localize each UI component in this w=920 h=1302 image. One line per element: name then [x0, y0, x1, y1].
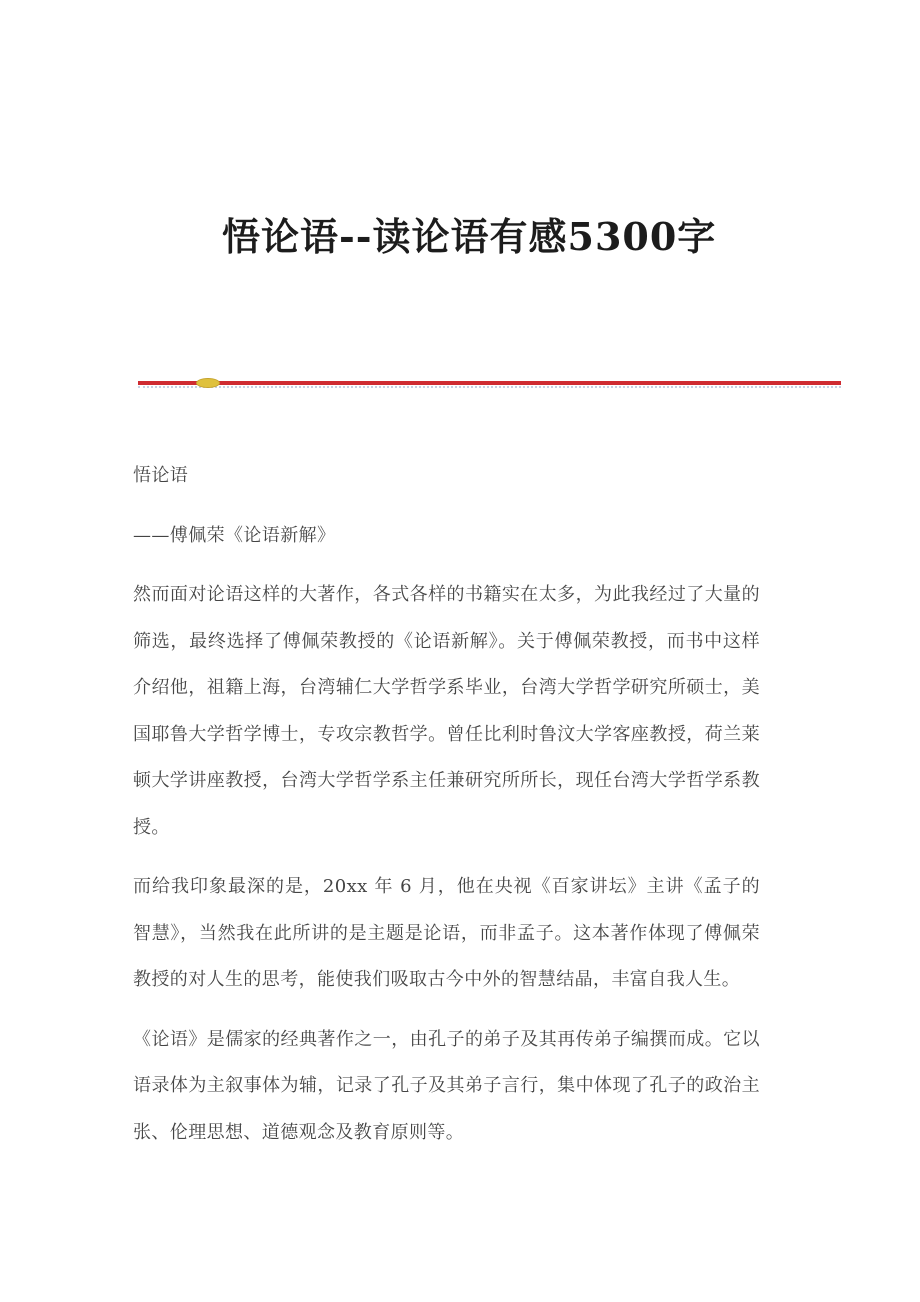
body-paragraph: ——傅佩荣《论语新解》	[133, 524, 336, 546]
title-divider	[138, 381, 841, 390]
document-body	[133, 453, 760, 1156]
divider-red-bar	[138, 381, 841, 385]
body-paragraph: 而给我印象最深的是，20xx 年 6 月，他在央视《百家讲坛》主讲《孟子的智慧》，当然我在此所讲的是主题是论语，而非孟子。这本著作体现了傅佩荣教授的对人生的思考，能使我们吸取古今中外的智慧结晶，丰富自我人生。	[133, 876, 760, 990]
body-paragraph: 悟论语	[133, 465, 189, 486]
gold-ellipse-ornament	[196, 378, 220, 388]
body-paragraph: 《论语》是儒家的经典著作之一，由孔子的弟子及其再传弟子编撰而成。它以语录体为主叙事体为辅，记录了孔子及其弟子言行，集中体现了孔子的政治主张、伦理思想、道德观念及教育原则等。	[133, 1028, 760, 1143]
document-title: 悟论语--读论语有感5300字	[222, 214, 717, 259]
body-paragraph: 然而面对论语这样的大著作，各式各样的书籍实在太多，为此我经过了大量的筛选，最终选择了傅佩荣教授的《论语新解》。关于傅佩荣教授，而书中这样介绍他，祖籍上海，台湾辅仁大学哲学系毕业，台湾大学哲学研究所硕士，美国耶鲁大学哲学博士，专攻宗教哲学。曾任比利时鲁汶大学客座教授，荷兰莱顿大学讲座教授，台湾大学哲学系主任兼研究所所长，现任台湾大学哲学系教授。	[133, 584, 760, 838]
divider-dotted-shadow	[138, 386, 841, 388]
